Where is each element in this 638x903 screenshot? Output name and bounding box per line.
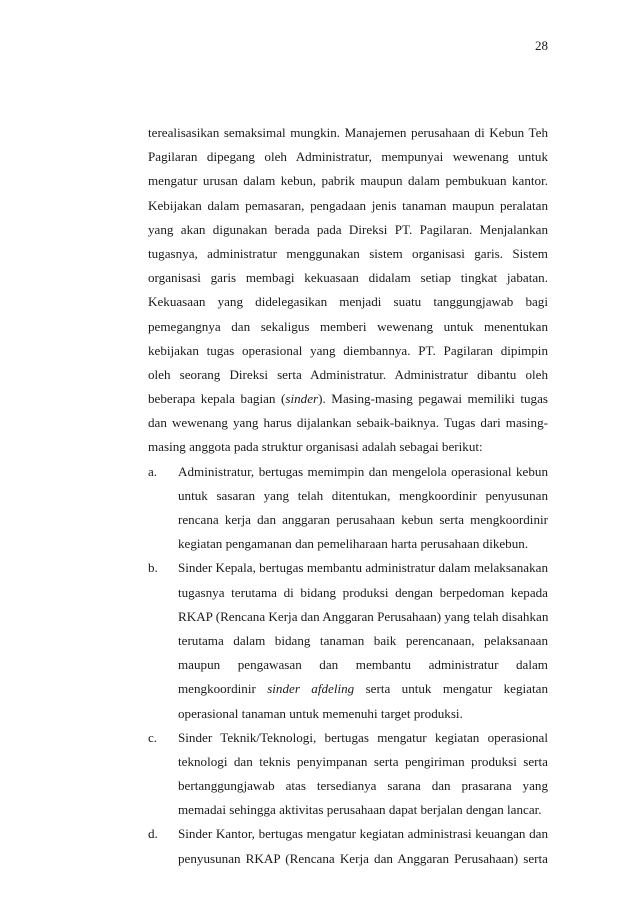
text-run: ). Masing-masing pegawai memiliki tugas <box>318 391 549 407</box>
list-line <box>178 677 548 701</box>
list-line: teknologi dan teknis penyimpanan serta pengiriman produksi serta <box>178 753 548 769</box>
text-run: serta untuk mengatur kegiatan <box>354 681 548 697</box>
list-line: operasional tanaman untuk memenuhi target produksi. <box>178 705 463 721</box>
intro-paragraph <box>148 121 548 460</box>
list-line: Sinder Kantor, bertugas mengatur kegiatan administrasi keuangan dan <box>178 826 548 842</box>
document-body <box>148 121 548 871</box>
paragraph-line: Kekuasaan yang didelegasikan menjadi suatu tanggungjawab bagi <box>148 294 548 310</box>
list-marker: c. <box>148 729 158 745</box>
list-line: bertanggungjawab atas tersedianya sarana dan prasarana yang <box>178 778 548 794</box>
list-line: terutama dalam bidang tanaman baik perencanaan, pelaksanaan <box>178 632 548 648</box>
italic-term: sinder afdeling <box>267 681 355 697</box>
text-run: mengkoordinir <box>178 681 268 697</box>
paragraph-line: masing anggota pada struktur organisasi adalah sebagai berikut: <box>148 439 483 455</box>
paragraph-line: kebijakan tugas operasional yang diembannya. PT. Pagilaran dipimpin <box>148 342 548 358</box>
paragraph-line: mengatur urusan dalam kebun, pabrik maupun dalam pembukuan kantor. <box>148 173 548 189</box>
paragraph-line: pemegangnya dan sekaligus memberi wewenang untuk menentukan <box>148 318 548 334</box>
italic-term: sinder <box>285 391 319 407</box>
paragraph-line: dan wewenang yang harus dijalankan sebaik-baiknya. Tugas dari masing- <box>148 415 548 431</box>
list-item-c <box>148 726 548 823</box>
list-line: kegiatan pengamanan dan pemeliharaan harta perusahaan dikebun. <box>178 536 529 552</box>
text-run: beberapa kepala bagian ( <box>148 391 286 407</box>
list-item-d <box>148 822 548 870</box>
paragraph-line: terealisasikan semaksimal mungkin. Manajemen perusahaan di Kebun Teh <box>148 125 548 140</box>
list-line: memadai sehingga aktivitas perusahaan dapat berjalan dengan lancar. <box>178 802 542 818</box>
paragraph-line: oleh seorang Direksi serta Administratur. Administratur dibantu oleh <box>148 366 548 382</box>
list-line: Sinder Teknik/Teknologi, bertugas mengatur kegiatan operasional <box>178 729 548 745</box>
list-item-a <box>148 460 548 557</box>
paragraph-line: organisasi garis membagi kekuasaan didalam setiap tingkat jabatan. <box>148 270 548 286</box>
list-line: untuk sasaran yang telah ditentukan, mengkoordinir penyusunan <box>178 487 548 503</box>
list-line: rencana kerja dan anggaran perusahaan kebun serta mengkoordinir <box>178 512 548 527</box>
list-line: penyusunan RKAP (Rencana Kerja dan Anggaran Perusahaan) serta <box>178 850 548 866</box>
list-line: Administratur, bertugas memimpin dan mengelola operasional kebun <box>178 463 548 479</box>
paragraph-line: tugasnya, administratur menggunakan sistem organisasi garis. Sistem <box>148 245 548 261</box>
list-item-b <box>148 556 548 725</box>
list-line: tugasnya terutama di bidang produksi dengan berpedoman kepada <box>178 584 548 600</box>
list-marker: b. <box>148 560 158 576</box>
paragraph-line: yang akan digunakan berada pada Direksi PT. Pagilaran. Menjalankan <box>148 221 548 237</box>
paragraph-line <box>148 387 548 411</box>
paragraph-line: Kebijakan dalam pemasaran, pengadaan jenis tanaman maupun peralatan <box>148 197 548 213</box>
page-number: 28 <box>535 38 548 53</box>
list-marker: a. <box>148 463 158 479</box>
list-line: RKAP (Rencana Kerja dan Anggaran Perusahaan) yang telah disahkan <box>178 608 549 624</box>
list-line: Sinder Kepala, bertugas membantu administratur dalam melaksanakan <box>178 560 548 576</box>
list-marker: d. <box>148 826 158 842</box>
paragraph-line: Pagilaran dipegang oleh Administratur, mempunyai wewenang untuk <box>148 149 548 165</box>
list-line: maupun pengawasan dan membantu administratur dalam <box>178 657 548 673</box>
